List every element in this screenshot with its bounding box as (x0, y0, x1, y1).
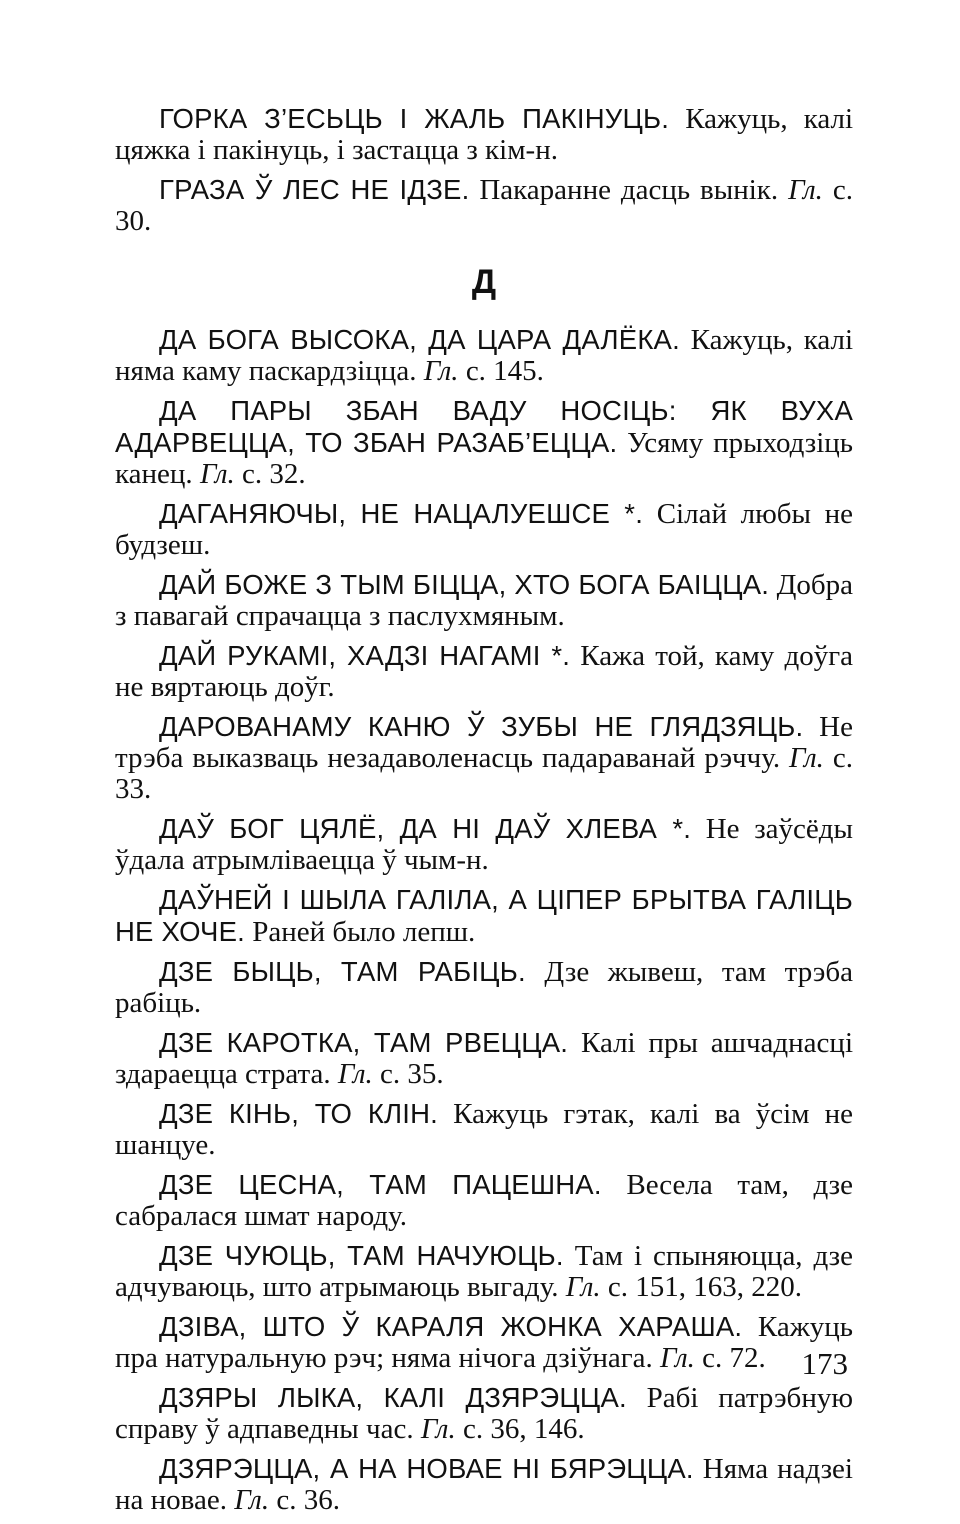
proverb-entry (115, 1311, 853, 1374)
proverb-entry (115, 324, 853, 387)
proverb-headword: ДА ПАРЫ ЗБАН ВАДУ НОСІЦЬ: ЯК ВУХА АДАРВЕЦЦА, ТО ЗБАН РАЗАБ’ЕЦЦА. (115, 395, 853, 458)
proverb-definition: Сілай любы не будзеш. (115, 498, 854, 561)
cross-reference-label: Гл. (788, 174, 823, 206)
cross-reference-pages: с. 32. (234, 458, 306, 490)
proverb-entry (115, 956, 853, 1019)
proverb-entry (115, 1240, 853, 1303)
proverb-definition: Не заўсёды ўдала атрымліваецца ў чым-н. (115, 813, 854, 876)
cross-reference-pages: с. 36. (269, 1484, 340, 1516)
proverb-headword: ДЗІВА, ШТО Ў КАРАЛЯ ЖОНКА ХАРАША. (159, 1311, 743, 1342)
proverb-entry (115, 640, 853, 703)
proverb-entry (115, 884, 853, 948)
cross-reference-pages: с. 151, 163, 220. (600, 1271, 803, 1303)
proverb-definition: Калі пры ашчаднасці здараецца страта. (115, 1027, 854, 1090)
proverb-entry (115, 498, 853, 561)
proverb-entry (115, 103, 853, 166)
cross-reference-label: Гл. (659, 1342, 695, 1374)
proverb-definition: Там і спыняюцца, дзе адчуваюць, што атрымаюць выгаду. (115, 1240, 853, 1303)
proverb-definition: Раней было лепш. (244, 916, 476, 948)
proverb-entry (115, 174, 853, 237)
cross-reference-pages: с. 72. (694, 1342, 766, 1374)
proverb-headword: ДЗЕ БЫЦЬ, ТАМ РАБІЦЬ. (159, 956, 526, 987)
proverb-definition: Кажуць, калі цяжка і пакінуць, і застацца з кім-н. (115, 103, 854, 166)
proverb-headword: ДЗЕ КАРОТКА, ТАМ РВЕЦЦА. (159, 1027, 569, 1058)
proverb-headword: ДЗЕ ЧУЮЦЬ, ТАМ НАЧУЮЦЬ. (159, 1240, 564, 1271)
cross-reference-label: Гл. (420, 1413, 456, 1445)
proverb-entry (115, 1382, 853, 1445)
entries-before-letter (115, 103, 853, 237)
section-letter: Д (471, 263, 497, 301)
proverb-definition: Усяму прыходзіць канец. (115, 427, 854, 490)
proverb-headword: ДЗЕ КІНЬ, ТО КЛІН. (159, 1098, 439, 1129)
cross-reference-label: Гл. (337, 1058, 373, 1090)
proverb-headword: ДЗЯРЭЦЦА, А НА НОВАЕ НІ БЯРЭЦЦА. (159, 1453, 694, 1484)
proverb-entry (115, 813, 853, 876)
cross-reference-pages: с. 35. (372, 1058, 444, 1090)
proverb-definition: Кажуць пра натуральную рэч; няма нічога дзіўнага. (115, 1311, 853, 1374)
cross-reference-pages: с. 145. (458, 355, 544, 387)
proverb-headword: ДАЙ БОЖЕ З ТЫМ БІЦЦА, ХТО БОГА БАІЦЦА. (159, 569, 770, 600)
proverb-definition: Дзе жывеш, там трэба рабіць. (115, 956, 853, 1019)
entries-after-letter (115, 324, 853, 1516)
proverb-definition: Не трэба выказваць незадаволенасць падараванай рэччу. (115, 711, 853, 774)
proverb-headword: ДАЎНЕЙ І ШЫЛА ГАЛІЛА, А ЦІПЕР БРЫТВА ГАЛІЦЬ НЕ ХОЧЕ. (115, 884, 853, 947)
proverb-entry (115, 1169, 853, 1232)
cross-reference-label: Гл. (565, 1271, 601, 1303)
proverb-entry (115, 1098, 853, 1161)
proverb-definition: Кажуць, калі няма каму паскардзіцца. (115, 324, 853, 387)
proverb-definition: Пакаранне дасць вынік. (469, 174, 789, 206)
proverb-entry (115, 395, 853, 490)
proverb-headword: ДЗЕ ЦЕСНА, ТАМ ПАЦЕШНА. (159, 1169, 602, 1200)
cross-reference-pages: с. 33. (115, 742, 853, 805)
proverb-definition: Няма надзеі на новае. (115, 1453, 853, 1516)
cross-reference-label: Гл. (789, 742, 824, 774)
dictionary-entries (115, 103, 853, 1524)
proverb-definition: Рабі патрэбную справу ў адпаведны час. (115, 1382, 853, 1445)
proverb-headword: ДАЎ БОГ ЦЯЛЁ, ДА НІ ДАЎ ХЛЕВА *. (159, 813, 692, 844)
proverb-headword: ДАЙ РУКАМІ, ХАДЗІ НАГАМІ *. (159, 640, 571, 671)
proverb-headword: ДЗЯРЫ ЛЫКА, КАЛІ ДЗЯРЭЦЦА. (159, 1382, 627, 1413)
cross-reference-label: Гл. (423, 355, 459, 387)
proverb-definition: Кажа той, каму доўга не вяртаюць доўг. (115, 640, 853, 703)
proverb-headword: ДАРОВАНАМУ КАНЮ Ў ЗУБЫ НЕ ГЛЯДЗЯЦЬ. (159, 711, 804, 742)
proverb-headword: ДАГАНЯЮЧЫ, НЕ НАЦАЛУЕШСЕ *. (159, 498, 644, 529)
cross-reference-pages: с. 30. (115, 174, 853, 237)
proverb-headword: ГРАЗА Ў ЛЕС НЕ ІДЗЕ. (159, 174, 470, 205)
cross-reference-pages: с. 36, 146. (455, 1413, 585, 1445)
page-number: 173 (801, 1346, 848, 1381)
proverb-definition: Добра з павагай спрачацца з паслухмяным. (115, 569, 853, 632)
proverb-entry (115, 1453, 853, 1516)
proverb-headword: ГОРКА З’ЕСЬЦЬ І ЖАЛЬ ПАКІНУЦЬ. (159, 103, 670, 134)
proverb-headword: ДА БОГА ВЫСОКА, ДА ЦАРА ДАЛЁКА. (159, 324, 680, 355)
proverb-entry (115, 711, 853, 805)
proverb-definition: Весела там, дзе сабралася шмат народу. (115, 1169, 853, 1232)
proverb-entry (115, 1027, 853, 1090)
proverb-definition: Кажуць гэтак, калі ва ўсім не шанцуе. (115, 1098, 853, 1161)
cross-reference-label: Гл. (199, 458, 235, 490)
proverb-entry (115, 569, 853, 632)
cross-reference-label: Гл. (234, 1484, 270, 1516)
